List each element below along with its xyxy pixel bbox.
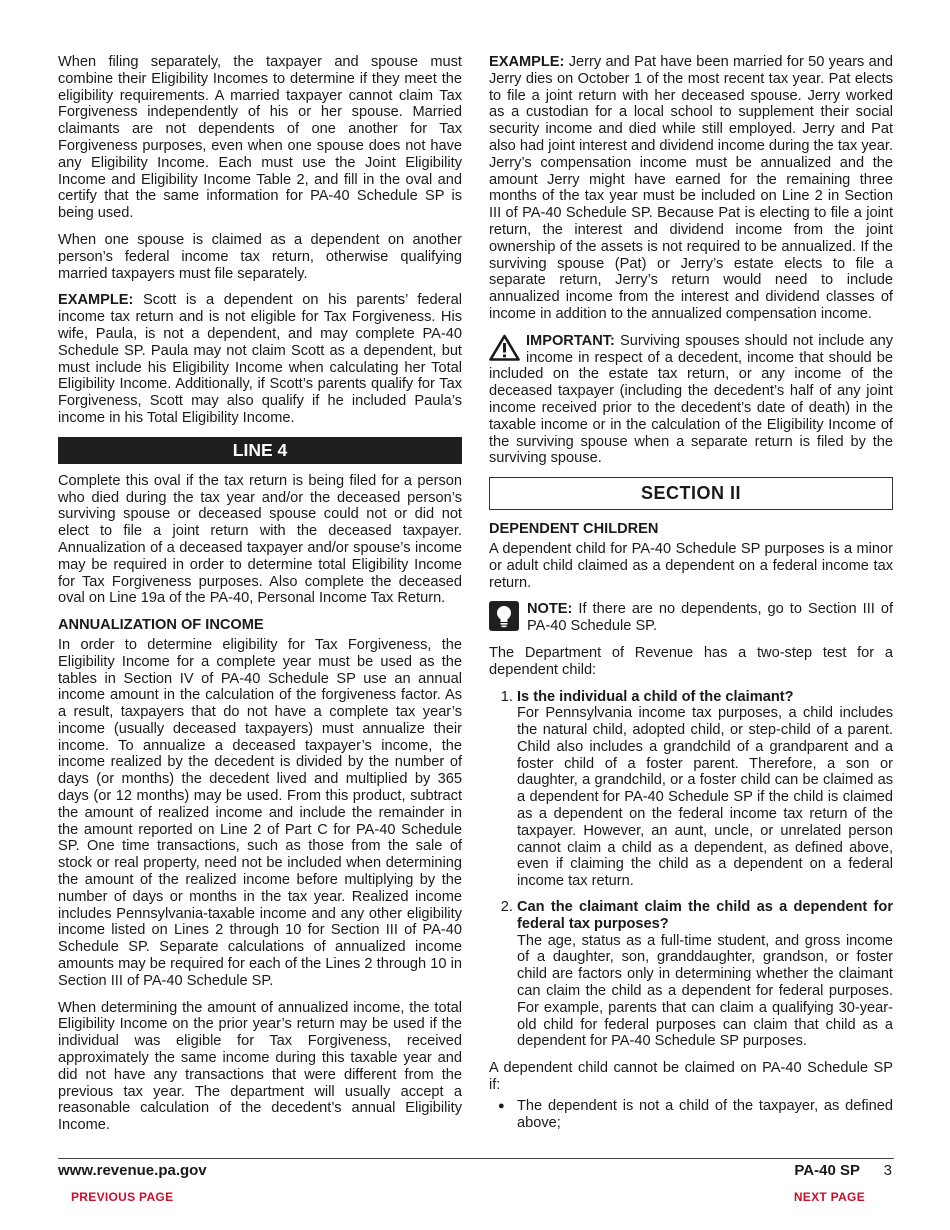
step-question: 1. Is the individual a child of the claimant? bbox=[517, 688, 794, 705]
example-text: Scott is a dependent on his parents’ federal income tax return and is not eligible for Tax Forgiveness. His wife, Paula, is not a dependent, and may complete PA-40 Schedule SP. Paula may not claim Scott as a dependent, but must include his Eligibility Income when calculating her Total Eligibility Income. Additionally, if Scott’s parents qualify for Tax Forgiveness, Scott may also qualify if he included Paula’s income in his Total Eligibility Income. bbox=[58, 292, 462, 426]
note-label: NOTE: bbox=[527, 601, 573, 618]
step-text: The age, status as a full-time student, and gross income of a daughter, son, granddaughter, grandson, or foster child are factors only in determining whether the claimant can claim the child as a dependent for federal purposes. For example, parents that can claim a qualifying 30-year-old child for federal purposes can claim that child as a dependent for PA-40 Schedule SP purposes. bbox=[517, 932, 893, 1050]
page-number: 3 bbox=[883, 1162, 892, 1179]
warning-triangle-icon bbox=[489, 334, 520, 366]
step-text: For Pennsylvania income tax purposes, a child includes the natural child, adopted child, or step-child of a parent. Child also includes a grandchild of a grandparent and a foster child of a foster parent. Therefore, a son or daughter, a grandchild, or a foster child can be claimed as a dependent for PA-40 Schedule SP if the child is claimed as a dependent on the federal income tax return of the taxpayer. However, an aunt, uncle, or unrelated person cannot claim a child as a dependent, as defined above, even if claiming the child as a dependent on a federal income tax return. bbox=[517, 705, 893, 890]
important-label: IMPORTANT: bbox=[526, 332, 615, 349]
annualization-paragraph-2: When determining the amount of annualized income, the total Eligibility Income on the prior year’s return may be used if the individual was eligible for Tax Forgiveness, received approximately the same income during this taxable year and did not have any transactions that were different from the previous tax year. The department will usually accept a reasonable calculation of the decedent’s annual Eligibility Income. bbox=[58, 999, 462, 1134]
dependent-children-heading: DEPENDENT CHILDREN bbox=[489, 521, 659, 538]
dependent-spouse-paragraph: When one spouse is claimed as a dependent on another person’s federal income tax return, otherwise qualifying married taxpayers must file separately. bbox=[58, 231, 462, 282]
cannot-claim-intro: A dependent child cannot be claimed on PA-40 Schedule SP if: bbox=[489, 1060, 893, 1094]
two-step-intro: The Department of Revenue has a two-step test for a dependent child: bbox=[489, 644, 893, 678]
annualization-paragraph-1: In order to determine eligibility for Tax Forgiveness, the Eligibility Income for a complete year must be used as the tables in Section IV of PA-40 Schedule SP use an annual income amount in the calculation of the forgiveness factor. As a result, taxpayers that do not have a complete tax year’s income (usually deceased taxpayers) must annualize their income. To annualize a deceased taxpayer’s income, the income realized by the decedent is divided by the number of days (or months) the decedent lived and multiplied by 365 days (or 12 months) may be used. From this product, subtract the amount of realized income and include the remainder in the amount reported on Line 2 of Part C for PA-40 Schedule SP. One time transactions, such as those from the sale of stock or real property, need not be included when determining the amount of the realized income before multiplying by the number of days or months in the tax year. Realized income includes Pennsylvania-taxable income and any other eligibility income listed on Lines 2 through 10 for Section III of PA-40 Schedule SP. Separate calculations of annualized income amounts may be required for each of the Lines 2 through 10 in Section III of PA-40 Schedule SP. bbox=[58, 636, 462, 989]
dependent-definition: A dependent child for PA-40 Schedule SP purposes is a minor or adult child claimed as a dependent on a federal income tax return. bbox=[489, 540, 893, 591]
right-column bbox=[489, 54, 893, 1131]
section-ii-header: SECTION II bbox=[489, 477, 893, 510]
left-column bbox=[58, 54, 462, 1144]
joint-filing-paragraph: When filing separately, the taxpayer and spouse must combine their Eligibility Incomes to determine if they meet the eligibility requirements. A married taxpayer cannot claim Tax Forgiveness independently of his or her spouse. Married claimants are not dependents of one another for Tax Forgiveness purposes, even when one spouse does not have any Eligibility Income. Each must use the Joint Eligibility Income and Eligibility Income Table 2, and fill in the oval and certify that the same information for PA-40 Schedule SP is being used. bbox=[58, 54, 462, 222]
two-step-list bbox=[489, 689, 893, 1051]
line4-header: LINE 4 bbox=[58, 437, 462, 464]
list-item: ● The dependent is not a child of the taxpayer, as defined above; bbox=[517, 1098, 893, 1132]
scott-example bbox=[58, 292, 462, 426]
annualization-heading: ANNUALIZATION OF INCOME bbox=[58, 617, 264, 634]
example-text: Jerry and Pat have been married for 50 years and Jerry dies on October 1 of the most recent tax year. Pat elects to file a joint return with her deceased spouse. Jerry worked as a custodian for a local school to supplement their social security income and died while still employed. Jerry and Pat also had joint interest and dividend income during the tax year. Jerry’s compensation income must be annualized and the amount Jerry might have earned for the remaining three months of the tax year must be included on Line 2 in Section III of PA-40 Schedule SP. Because Pat is electing to file a joint return, the interest and dividend income from the joint ownership of the assets is not required to be annualized. If the surviving spouse (Pat) or Jerry’s estate elects to file a separate return, Jerry’s return would need to include annualized income from the interest and dividend classes of income in addition to the annualized compensation income. bbox=[489, 54, 894, 322]
note-text: If there are no dependents, go to Section III of PA-40 Schedule SP. bbox=[527, 601, 893, 635]
step-question: 2. Can the claimant claim the child as a dependent for federal tax purposes? bbox=[517, 899, 893, 932]
previous-page-link[interactable]: PREVIOUS PAGE bbox=[71, 1190, 174, 1204]
important-text: Surviving spouses should not include any income in respect of a decedent, income that should be included on the estate tax return, or any income of the deceased taxpayer (including the decedent’s half of any joint income received prior to the decedent’s date of death) in the taxable income or in the calculation of the Eligibility Income of the surviving spouse when a separate return is filed by the surviving spouse. bbox=[489, 332, 893, 467]
website-url: www.revenue.pa.gov bbox=[58, 1162, 207, 1179]
footer-divider bbox=[58, 1158, 894, 1159]
note-callout bbox=[489, 601, 893, 635]
example-label: EXAMPLE: bbox=[489, 54, 565, 70]
important-callout bbox=[489, 333, 893, 467]
jerry-pat-example bbox=[489, 54, 893, 323]
step-item bbox=[517, 689, 893, 891]
step-item bbox=[517, 899, 893, 1050]
line4-paragraph: Complete this oval if the tax return is being filed for a person who died during the tax year and/or the deceased person’s surviving spouse or deceased spouse could not or did not elect to file a joint return with the deceased taxpayer. Annualization of a deceased taxpayer and/or spouse’s income may be required in order to determine total Eligibility Income for Tax Forgiveness purposes. Also complete the deceased oval on Line 19a of the PA-40, Personal Income Tax Return. bbox=[58, 472, 462, 607]
lightbulb-icon bbox=[489, 601, 519, 636]
example-label: EXAMPLE: bbox=[58, 292, 134, 309]
next-page-link[interactable]: NEXT PAGE bbox=[793, 1190, 865, 1204]
form-name: PA-40 SP bbox=[794, 1162, 860, 1179]
cannot-claim-list bbox=[489, 1098, 893, 1132]
